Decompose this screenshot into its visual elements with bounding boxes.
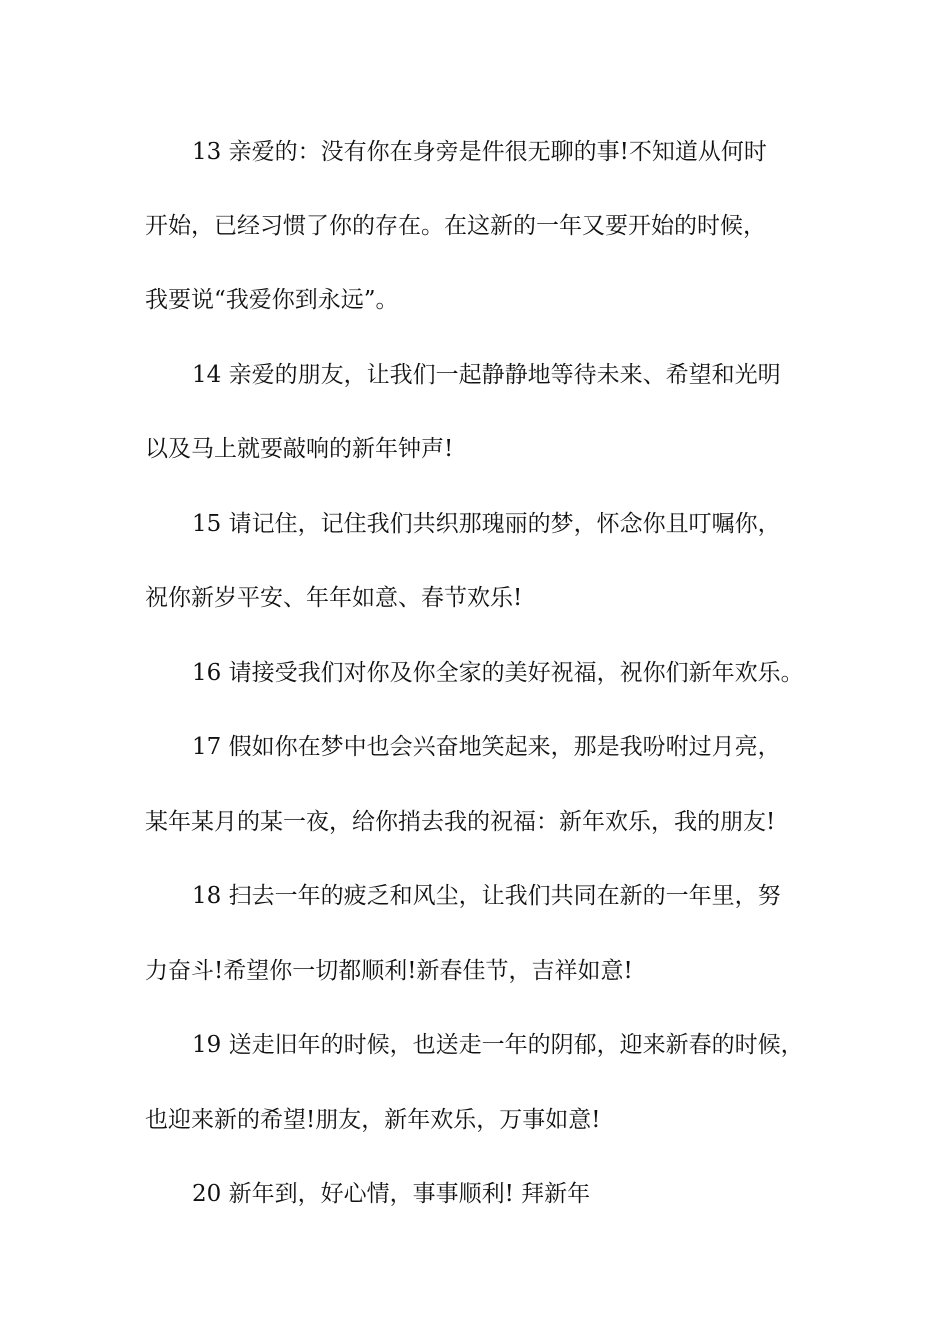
wish-16-line-1: 16 请接受我们对你及你全家的美好祝福，祝你们新年欢乐。	[192, 660, 804, 686]
wish-15-line-2: 祝你新岁平安、年年如意、春节欢乐!	[145, 585, 523, 611]
wish-15-line-1: 15 请记住，记住我们共织那瑰丽的梦，怀念你且叮嘱你，	[192, 511, 781, 537]
wish-18-line-1: 18 扫去一年的疲乏和风尘，让我们共同在新的一年里，努	[192, 883, 781, 909]
wish-14-line-2: 以及马上就要敲响的新年钟声!	[145, 436, 454, 462]
wish-17-line-1: 17 假如你在梦中也会兴奋地笑起来，那是我吩咐过月亮，	[192, 734, 781, 760]
wish-18-line-2: 力奋斗!希望你一切都顺利!新春佳节，吉祥如意!	[145, 958, 633, 984]
wish-20-line-1: 20 新年到，好心情，事事顺利! 拜新年	[192, 1181, 591, 1207]
wish-14-line-1: 14 亲爱的朋友，让我们一起静静地等待未来、希望和光明	[192, 362, 781, 388]
wish-19-line-2: 也迎来新的希望!朋友，新年欢乐，万事如意!	[145, 1107, 601, 1133]
wish-19-line-1: 19 送走旧年的时候，也送走一年的阴郁，迎来新春的时候，	[192, 1032, 804, 1058]
wish-13-line-3: 我要说“我爱你到永远”。	[145, 287, 399, 313]
wish-13-line-1: 13 亲爱的：没有你在身旁是件很无聊的事!不知道从何时	[192, 139, 767, 165]
wish-17-line-2: 某年某月的某一夜，给你捎去我的祝福：新年欢乐，我的朋友!	[145, 809, 776, 835]
wish-13-line-2: 开始，已经习惯了你的存在。在这新的一年又要开始的时候，	[145, 213, 766, 239]
